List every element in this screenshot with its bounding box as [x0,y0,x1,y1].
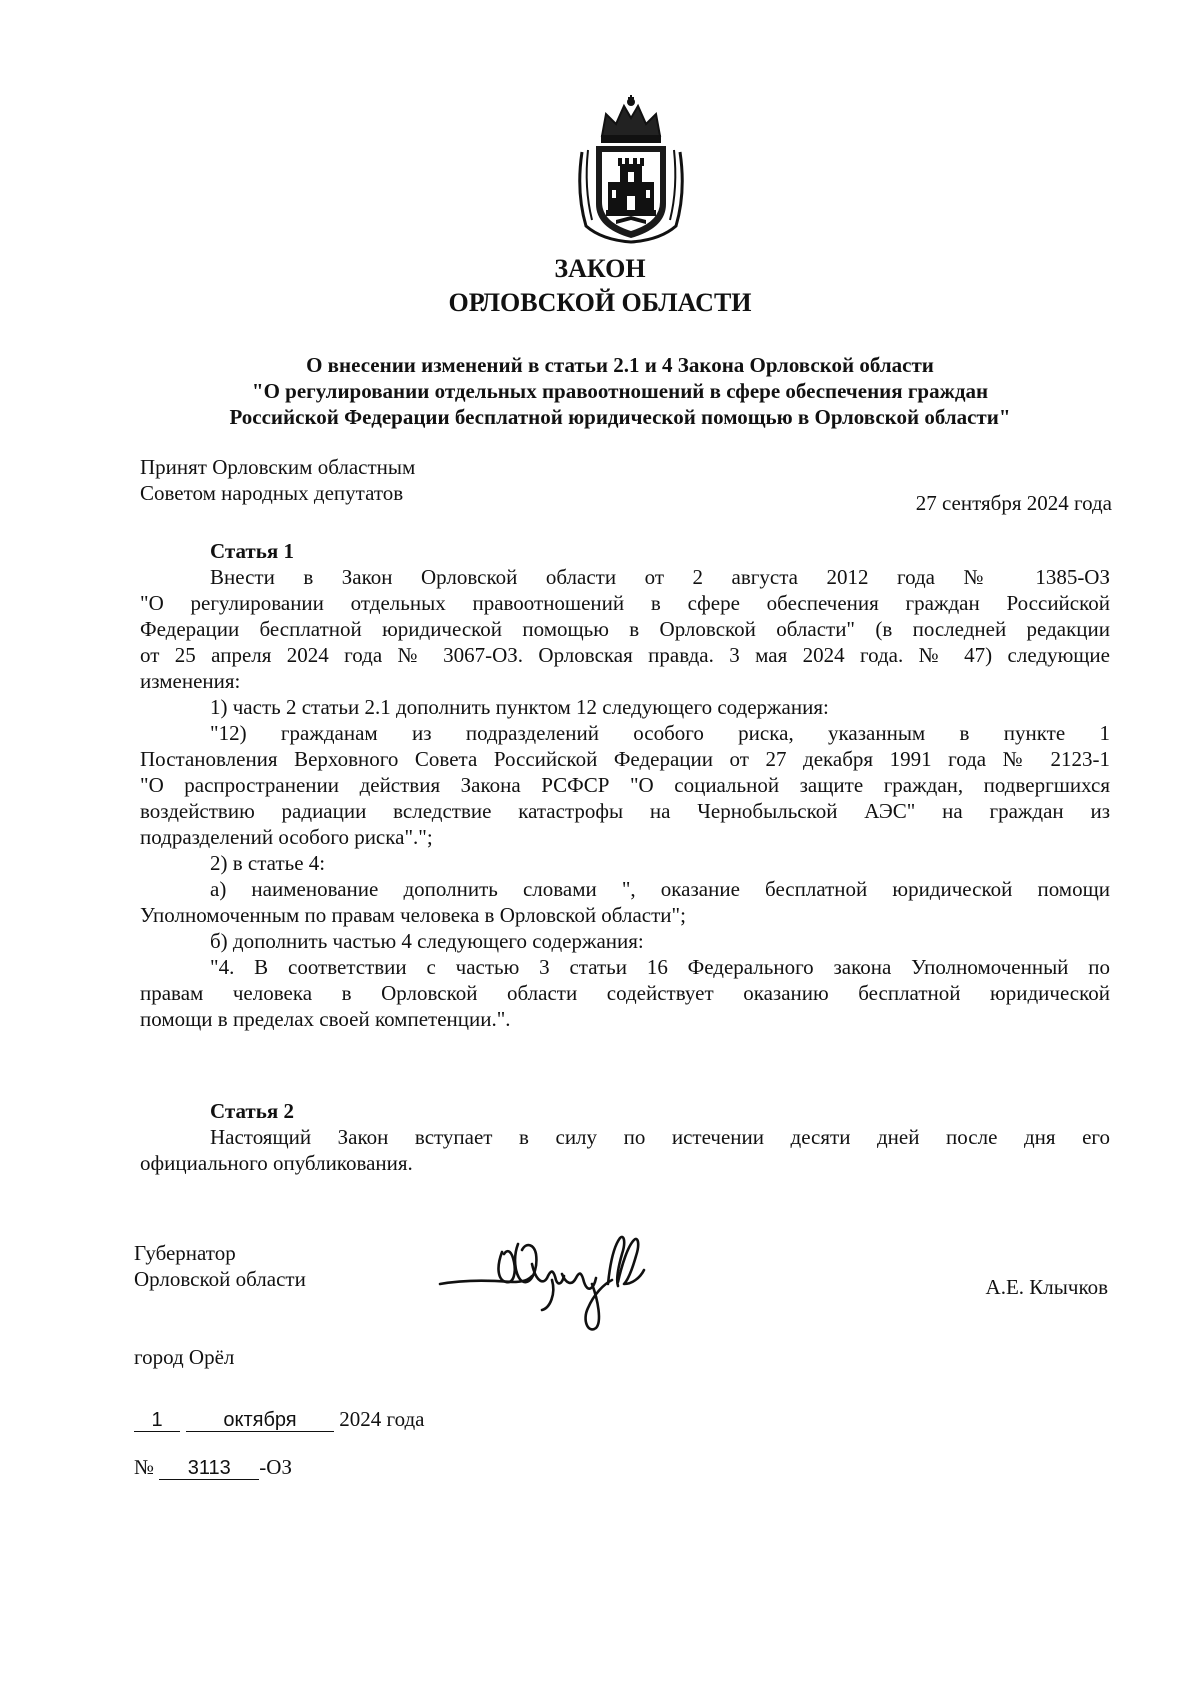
adoption-date: 27 сентября 2024 года [915,491,1112,515]
article-line: "О распространении действия Закона РСФСР "О социальной защите граждан, подвергшихся [140,773,1110,797]
coat-of-arms-emblem [572,92,690,244]
adoption-info [140,454,415,506]
subject-line: Российской Федерации бесплатной юридической помощью в Орловской области" [229,405,1011,429]
adoption-line: Принят Орловским областным [140,455,416,479]
article-line: "О регулировании отдельных правоотношений в сфере обеспечения граждан Российской [140,591,1110,615]
law-subject [140,352,1100,430]
signing-date [134,1406,425,1432]
article-line: Федерации бесплатной юридической помощью в Орловской области" (в последней редакции [140,617,1110,641]
law-region-title: ОРЛОВСКОЙ ОБЛАСТИ [448,288,752,317]
article-1 [140,538,1110,1032]
subject-line: "О регулировании отдельных правоотношений в сфере обеспечения граждан [251,379,989,403]
signatory-title-line: Орловской области [134,1267,306,1291]
article-line: от 25 апреля 2024 года № 3067-ОЗ. Орловская правда. 3 мая 2024 года. № 47) следующие [140,643,1110,667]
signing-year: 2024 года [339,1407,425,1431]
subject-line: О внесении изменений в статьи 2.1 и 4 Закона Орловской области [306,353,934,377]
article-line: "4. В соответствии с частью 3 статьи 16 Федерального закона Уполномоченный по [210,955,1110,979]
number-value: 3113 [159,1457,259,1480]
signatory-title-line: Губернатор [134,1241,236,1265]
article-heading: Статья 2 [210,1099,294,1123]
signatory-title [134,1240,306,1292]
law-number [134,1454,292,1480]
article-2 [140,1098,1110,1176]
article-line: б) дополнить частью 4 следующего содержания: [210,929,644,953]
article-line: официального опубликования. [140,1151,413,1175]
article-line: "12) гражданам из подразделений особого риска, указанным в пункте 1 [210,721,1110,745]
article-line: 1) часть 2 статьи 2.1 дополнить пунктом 12 следующего содержания: [210,695,829,719]
number-prefix: № [134,1455,155,1479]
signatory-name: А.Е. Клычков [985,1275,1108,1299]
city-label: город Орёл [134,1345,235,1369]
article-line: подразделений особого риска"."; [140,825,433,849]
article-line: 2) в статье 4: [210,851,326,875]
article-line: изменения: [140,669,241,693]
article-line: Постановления Верховного Совета Российской Федерации от 27 декабря 1991 года № 2123-1 [140,747,1110,771]
number-suffix: -ОЗ [259,1455,292,1479]
adoption-line: Советом народных депутатов [140,481,404,505]
article-line: а) наименование дополнить словами ", оказание бесплатной юридической помощи [210,877,1110,901]
article-line: помощи в пределах своей компетенции.". [140,1007,511,1031]
article-heading: Статья 1 [210,539,294,563]
law-title: ЗАКОН [554,254,646,283]
article-line: Настоящий Закон вступает в силу по истечении десяти дней после дня его [210,1125,1110,1149]
signing-month: октября [186,1409,334,1432]
article-line: Уполномоченным по правам человека в Орловской области"; [140,903,686,927]
article-line: воздействию радиации вследствие катастрофы на Чернобыльской АЭС" на граждан из [140,799,1110,823]
article-line: Внести в Закон Орловской области от 2 августа 2012 года № 1385-ОЗ [210,565,1110,589]
signing-day: 1 [134,1409,180,1432]
handwritten-signature [432,1224,672,1336]
article-line: правам человека в Орловской области содействует оказанию бесплатной юридической [140,981,1110,1005]
